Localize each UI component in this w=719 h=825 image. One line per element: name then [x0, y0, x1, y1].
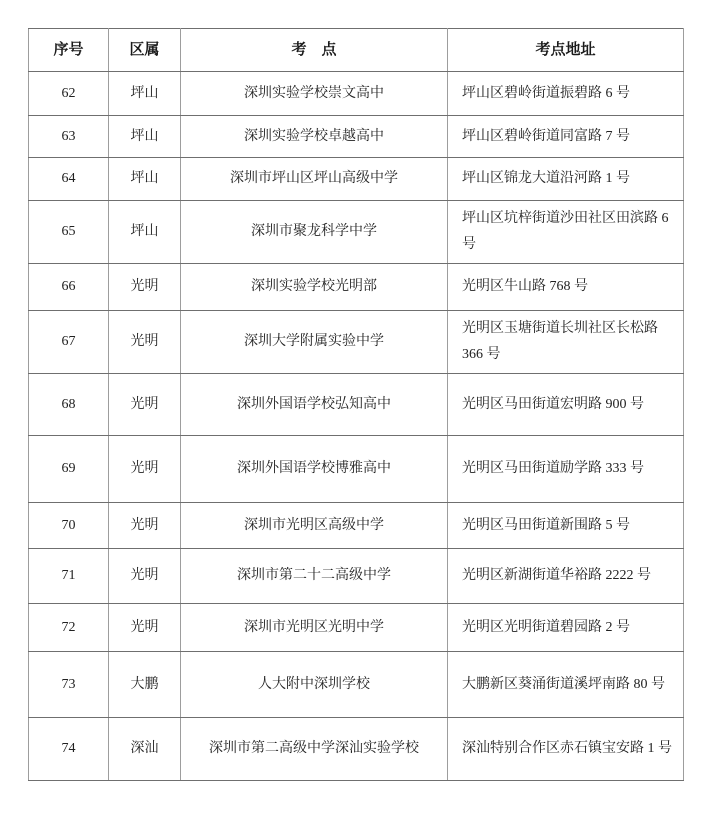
cell-address: 光明区马田街道宏明路 900 号: [448, 374, 684, 436]
header-address: 考点地址: [448, 29, 684, 72]
cell-district: 坪山: [109, 201, 181, 264]
table-row: [29, 503, 684, 549]
exam-sites-table: [28, 28, 684, 781]
cell-site: 深圳实验学校崇文高中: [181, 72, 448, 116]
cell-district: 光明: [109, 549, 181, 604]
table-row: [29, 549, 684, 604]
table-row: [29, 374, 684, 436]
cell-index: 65: [29, 201, 109, 264]
cell-district: 光明: [109, 436, 181, 503]
cell-district: 坪山: [109, 158, 181, 201]
cell-index: 64: [29, 158, 109, 201]
cell-index: 72: [29, 604, 109, 652]
cell-index: 69: [29, 436, 109, 503]
table-header-row: [29, 29, 684, 72]
cell-index: 73: [29, 652, 109, 718]
cell-index: 70: [29, 503, 109, 549]
cell-address: 大鹏新区葵涌街道溪坪南路 80 号: [448, 652, 684, 718]
table-row: [29, 604, 684, 652]
table-row: [29, 264, 684, 311]
cell-site: 人大附中深圳学校: [181, 652, 448, 718]
cell-address: 光明区新湖街道华裕路 2222 号: [448, 549, 684, 604]
cell-district: 大鹏: [109, 652, 181, 718]
cell-address: 坪山区碧岭街道同富路 7 号: [448, 116, 684, 158]
cell-address: 光明区马田街道新围路 5 号: [448, 503, 684, 549]
cell-site: 深圳市第二十二高级中学: [181, 549, 448, 604]
cell-address: 光明区玉塘街道长圳社区长松路 366 号: [448, 311, 684, 374]
cell-address: 光明区光明街道碧园路 2 号: [448, 604, 684, 652]
cell-index: 74: [29, 718, 109, 781]
cell-site: 深圳市第二高级中学深汕实验学校: [181, 718, 448, 781]
cell-district: 光明: [109, 503, 181, 549]
cell-district: 光明: [109, 604, 181, 652]
table-row: [29, 311, 684, 374]
table-row: [29, 652, 684, 718]
cell-district: 坪山: [109, 116, 181, 158]
cell-index: 68: [29, 374, 109, 436]
cell-site: 深圳市坪山区坪山高级中学: [181, 158, 448, 201]
cell-district: 坪山: [109, 72, 181, 116]
cell-site: 深圳市聚龙科学中学: [181, 201, 448, 264]
cell-site: 深圳市光明区高级中学: [181, 503, 448, 549]
cell-site: 深圳实验学校光明部: [181, 264, 448, 311]
cell-site: 深圳大学附属实验中学: [181, 311, 448, 374]
cell-site: 深圳外国语学校弘知高中: [181, 374, 448, 436]
cell-index: 62: [29, 72, 109, 116]
cell-index: 66: [29, 264, 109, 311]
cell-address: 坪山区坑梓街道沙田社区田滨路 6 号: [448, 201, 684, 264]
cell-district: 光明: [109, 311, 181, 374]
cell-site: 深圳市光明区光明中学: [181, 604, 448, 652]
cell-index: 71: [29, 549, 109, 604]
table-row: [29, 718, 684, 781]
cell-address: 坪山区锦龙大道沿河路 1 号: [448, 158, 684, 201]
cell-district: 光明: [109, 264, 181, 311]
cell-index: 63: [29, 116, 109, 158]
cell-district: 光明: [109, 374, 181, 436]
header-district: 区属: [109, 29, 181, 72]
table-row: [29, 158, 684, 201]
cell-address: 坪山区碧岭街道振碧路 6 号: [448, 72, 684, 116]
cell-address: 深汕特别合作区赤石镇宝安路 1 号: [448, 718, 684, 781]
cell-site: 深圳外国语学校博雅高中: [181, 436, 448, 503]
cell-index: 67: [29, 311, 109, 374]
table-row: [29, 436, 684, 503]
cell-address: 光明区马田街道励学路 333 号: [448, 436, 684, 503]
cell-site: 深圳实验学校卓越高中: [181, 116, 448, 158]
header-site: 考 点: [181, 29, 448, 72]
cell-address: 光明区牛山路 768 号: [448, 264, 684, 311]
cell-district: 深汕: [109, 718, 181, 781]
table-row: [29, 72, 684, 116]
header-index: 序号: [29, 29, 109, 72]
table-row: [29, 201, 684, 264]
table-row: [29, 116, 684, 158]
